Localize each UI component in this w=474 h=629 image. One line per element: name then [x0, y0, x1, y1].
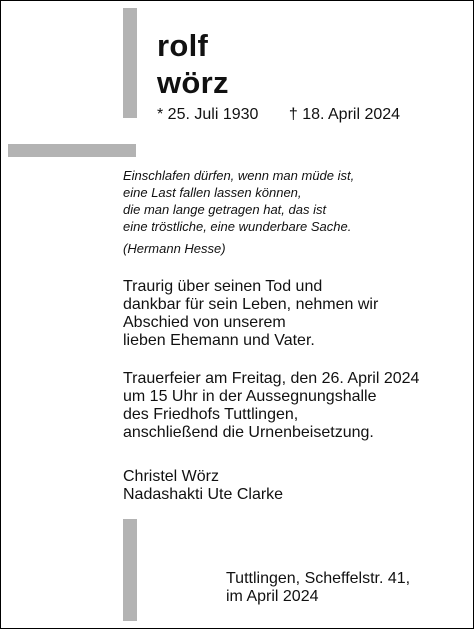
decorative-cross-bar-top — [123, 8, 137, 118]
deceased-first-name: rolf — [157, 28, 209, 63]
funeral-service-info — [123, 370, 419, 442]
service-line: um 15 Uhr in der Aussegnungshalle — [123, 388, 377, 405]
announcement-line: Abschied von unserem — [123, 314, 286, 331]
service-line: des Friedhofs Tuttlingen, — [123, 406, 299, 423]
decorative-cross-bar-horizontal — [8, 144, 136, 157]
poem-line: eine Last fallen lassen können, — [123, 185, 302, 200]
poem-line: Einschlafen dürfen, wenn man müde ist, — [123, 168, 355, 183]
signatory-name: Nadashakti Ute Clarke — [123, 486, 284, 503]
address-and-date — [226, 570, 410, 606]
signatory-name: Christel Wörz — [123, 468, 220, 485]
deceased-last-name: wörz — [157, 65, 229, 100]
announcement-text — [123, 278, 378, 350]
address-line: Tuttlingen, Scheffelstr. 41, — [226, 570, 411, 587]
signatories — [123, 468, 283, 504]
service-line: anschließend die Urnenbeisetzung. — [123, 424, 374, 441]
decorative-cross-bar-bottom — [123, 519, 137, 621]
poem-author: (Hermann Hesse) — [123, 241, 226, 256]
poem-line: die man lange getragen hat, das ist — [123, 202, 327, 217]
poem-quote — [123, 167, 354, 257]
poem-line: eine tröstliche, eine wunderbare Sache. — [123, 219, 352, 234]
birth-date: * 25. Juli 1930 — [157, 106, 259, 123]
death-date: † 18. April 2024 — [288, 106, 401, 123]
life-dates — [157, 106, 400, 124]
announcement-line: dankbar für sein Leben, nehmen wir — [123, 296, 379, 313]
announcement-line: Traurig über seinen Tod und — [123, 278, 323, 295]
announcement-line: lieben Ehemann und Vater. — [123, 332, 315, 349]
address-line: im April 2024 — [226, 588, 319, 605]
service-line: Trauerfeier am Freitag, den 26. April 2024 — [123, 370, 420, 387]
